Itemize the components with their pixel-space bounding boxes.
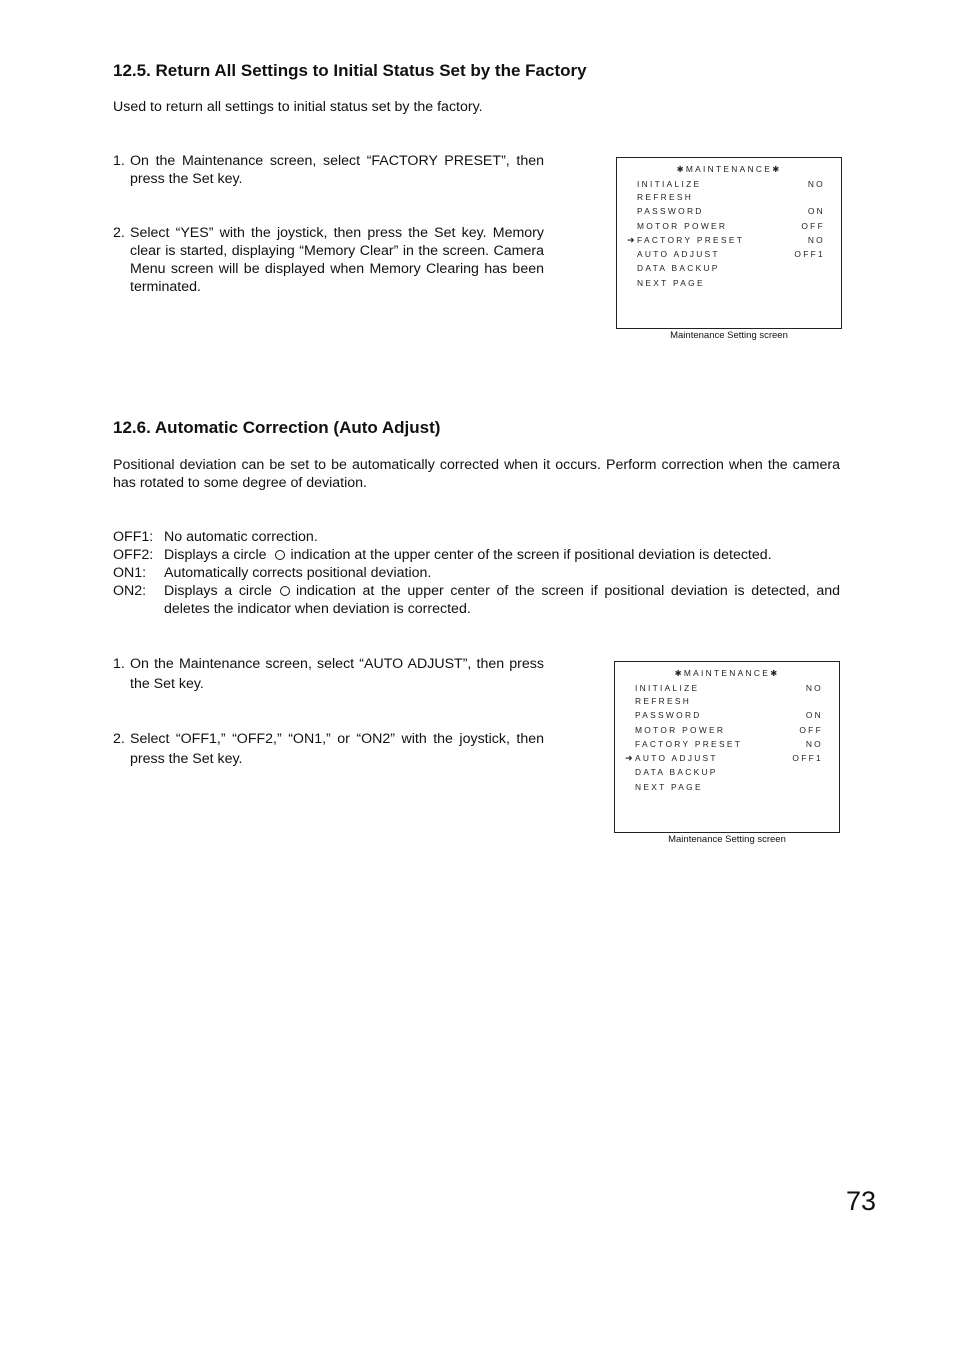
step-item bbox=[113, 152, 544, 188]
menu-row bbox=[635, 710, 823, 722]
option-description bbox=[164, 582, 840, 618]
menu-value: OFF bbox=[799, 725, 823, 735]
menu-row bbox=[637, 192, 825, 204]
option-text: Displays a circle bbox=[164, 547, 267, 563]
menu-label: PASSWORD bbox=[635, 710, 702, 720]
maintenance-screen bbox=[614, 661, 840, 833]
menu-row bbox=[635, 767, 823, 779]
menu-label: REFRESH bbox=[635, 696, 692, 706]
step-number: 2. bbox=[113, 731, 125, 747]
menu-row-selected bbox=[625, 753, 823, 765]
step-item bbox=[113, 729, 544, 769]
menu-label: NEXT PAGE bbox=[637, 278, 705, 288]
section-intro: Positional deviation can be set to be automatically corrected when it occurs. Perform correction when the camera has rotated to some degree of deviation. bbox=[113, 457, 840, 491]
menu-value: NO bbox=[807, 179, 825, 189]
step-number: 1. bbox=[113, 153, 125, 169]
circle-indicator-icon bbox=[280, 586, 290, 596]
menu-label: INITIALIZE bbox=[635, 683, 700, 693]
page-number: 73 bbox=[846, 1186, 877, 1216]
option-item bbox=[113, 582, 840, 618]
selection-arrow-icon: ➜ bbox=[625, 753, 633, 763]
option-description bbox=[164, 528, 840, 546]
menu-label: DATA BACKUP bbox=[635, 767, 718, 777]
selection-arrow-icon: ➜ bbox=[627, 235, 635, 245]
option-item bbox=[113, 564, 840, 582]
menu-label: MOTOR POWER bbox=[637, 221, 728, 231]
menu-value: NO bbox=[805, 683, 823, 693]
screen-caption: Maintenance Setting screen bbox=[670, 330, 788, 341]
screen-title: ✱MAINTENANCE✱ bbox=[676, 164, 782, 174]
option-text: Automatically corrects positional deviation. bbox=[164, 565, 432, 581]
menu-row bbox=[637, 221, 825, 233]
option-item bbox=[113, 528, 840, 546]
menu-row bbox=[637, 263, 825, 275]
menu-value: OFF1 bbox=[794, 249, 825, 259]
screen-caption: Maintenance Setting screen bbox=[668, 834, 786, 845]
menu-label: FACTORY PRESET bbox=[635, 739, 743, 749]
step-text: Select “OFF1,” “OFF2,” “ON1,” or “ON2” with the joystick, then press the Set key. bbox=[130, 731, 544, 767]
menu-label: REFRESH bbox=[637, 192, 694, 202]
menu-label: AUTO ADJUST bbox=[637, 249, 720, 259]
option-text: indication at the upper center of the screen if positional deviation is detected, and deletes the indicator when deviation is corrected. bbox=[164, 583, 840, 617]
option-term: ON2: bbox=[113, 583, 147, 599]
menu-row bbox=[635, 782, 823, 794]
option-text: indication at the upper center of the screen if positional deviation is detected. bbox=[290, 547, 772, 563]
step-number: 1. bbox=[113, 656, 125, 672]
option-text: Displays a circle bbox=[164, 583, 272, 599]
menu-row bbox=[635, 739, 823, 751]
step-text: Select “YES” with the joystick, then press the Set key. Memory clear is started, displaying “Memory Clear” in the screen. Camera Menu screen will be displayed when Memory Clearing has been terminated. bbox=[130, 225, 544, 295]
menu-row bbox=[637, 206, 825, 218]
menu-row bbox=[635, 725, 823, 737]
step-number: 2. bbox=[113, 225, 125, 241]
menu-label: FACTORY PRESET bbox=[637, 235, 745, 245]
menu-row bbox=[637, 278, 825, 290]
option-description bbox=[164, 546, 840, 564]
option-list bbox=[113, 528, 840, 618]
option-term: OFF2: bbox=[113, 547, 154, 563]
menu-label: INITIALIZE bbox=[637, 179, 702, 189]
menu-label: NEXT PAGE bbox=[635, 782, 703, 792]
menu-value: OFF1 bbox=[792, 753, 823, 763]
maintenance-screen bbox=[616, 157, 842, 329]
step-text: On the Maintenance screen, select “FACTORY PRESET”, then press the Set key. bbox=[130, 153, 544, 187]
option-term: OFF1: bbox=[113, 529, 154, 545]
menu-label: DATA BACKUP bbox=[637, 263, 720, 273]
circle-indicator-icon bbox=[275, 550, 285, 560]
section-heading-auto-adjust: 12.6. Automatic Correction (Auto Adjust) bbox=[113, 418, 441, 437]
step-text: On the Maintenance screen, select “AUTO ADJUST”, then press the Set key. bbox=[130, 656, 544, 692]
menu-label: MOTOR POWER bbox=[635, 725, 726, 735]
option-term: ON1: bbox=[113, 565, 147, 581]
menu-row bbox=[635, 683, 823, 695]
menu-value: ON bbox=[805, 710, 823, 720]
option-description bbox=[164, 564, 840, 582]
menu-value: NO bbox=[807, 235, 825, 245]
menu-row bbox=[637, 179, 825, 191]
menu-label: AUTO ADJUST bbox=[635, 753, 718, 763]
step-item bbox=[113, 654, 544, 694]
menu-row bbox=[637, 249, 825, 261]
menu-label: PASSWORD bbox=[637, 206, 704, 216]
section-intro: Used to return all settings to initial status set by the factory. bbox=[113, 99, 483, 115]
option-text: No automatic correction. bbox=[164, 529, 318, 545]
option-item bbox=[113, 546, 840, 564]
menu-value: ON bbox=[807, 206, 825, 216]
menu-value: NO bbox=[805, 739, 823, 749]
menu-value: OFF bbox=[801, 221, 825, 231]
menu-row bbox=[635, 696, 823, 708]
menu-row-selected bbox=[627, 235, 825, 247]
screen-title: ✱MAINTENANCE✱ bbox=[674, 668, 780, 678]
step-item bbox=[113, 224, 544, 296]
section-heading-factory-preset: 12.5. Return All Settings to Initial Status Set by the Factory bbox=[113, 61, 587, 80]
